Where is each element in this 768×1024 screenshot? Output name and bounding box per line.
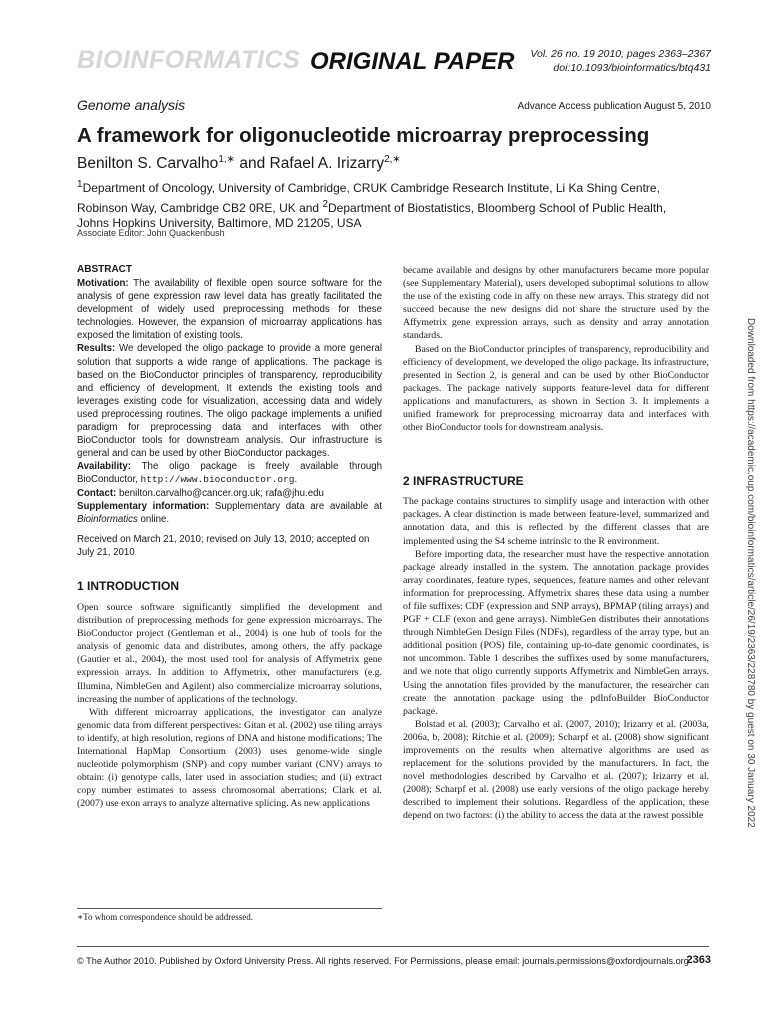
section-tag: Genome analysis — [77, 97, 186, 113]
abstract-text: We developed the oligo package to provide a more general solution that supports a wide range of applications. The package is based on the BioConductor principles of transparency, reproducibility and efficiency of development. It extends the existing tools and leverages existing code for visualization, accessing data and widely used preprocessing routines. The oligo package implements a unified paradigm for preprocessing data and interfaces with other BioConductor tools for downstream analysis. Our infrastructure is general and can be used by other BioConductor packages. — [77, 343, 382, 460]
bioconductor-link[interactable]: http://www.bioconductor.org — [140, 474, 295, 486]
author-affil-mark: 1,∗ — [218, 154, 236, 165]
abstract-label: Availability: — [77, 461, 132, 473]
doi: doi:10.1093/bioinformatics/btq431 — [553, 62, 711, 74]
footnote-divider — [77, 908, 382, 909]
author-affil-mark: 2,∗ — [384, 154, 401, 165]
author-name: Benilton S. Carvalho — [77, 155, 219, 173]
associate-editor: Associate Editor: John Quackenbush — [77, 228, 225, 238]
affil-mark: 2 — [322, 198, 329, 210]
abstract-label: Supplementary information: — [77, 500, 210, 512]
abstract-text: Supplementary data are available at — [209, 500, 382, 512]
section-heading-infrastructure: 2 INFRASTRUCTURE — [403, 474, 524, 489]
abstract-text: The availability of flexible open source software for the analysis of gene expression raw level data has greatly facilitated the development of widely used preprocessing methods for these technologies. However, the expansion of microarray applications has exposed the limitation of existing tools. — [77, 278, 382, 342]
affil-mark: 1 — [77, 179, 83, 190]
abstract-text: online. — [137, 513, 170, 525]
volume-pages: Vol. 26 no. 19 2010, pages 2363–2367 — [530, 48, 711, 60]
abstract-label: Contact: — [77, 487, 117, 499]
right-column — [403, 264, 709, 823]
abstract-heading: ABSTRACT — [77, 264, 132, 275]
author-joiner: and — [235, 155, 270, 173]
footer-divider — [77, 946, 709, 947]
abstract-label: Results: — [77, 343, 116, 355]
download-note-text: Downloaded from https://academic.oup.com/bioinformatics/article/26/19/2363/228780 by guest on 30 January 2022 — [745, 318, 756, 828]
paper-type: ORIGINAL PAPER — [310, 48, 515, 75]
volume-info — [530, 47, 711, 75]
intro-paragraph: With different microarray applications, the investigator can analyze genomic data from different perspectives: Gitan et al. (2002) use tiling arrays to identify, at high resolution, regions of DNA and histone modifications; The International HapMap Consortium (2003) uses genome-wide single nucleotide polymorphism (SNP) and copy number variant (CNV) arrays to obtain: (i) genotype calls, later used in association studies; and (ii) extract copy number estimates to assess chromosomal aberrations; Clark et al. (2007) use exon arrays to analyze alternative splicing. As new applications — [77, 706, 382, 810]
journal-name: BIOINFORMATICS — [77, 46, 301, 74]
infra-paragraph: Bolstad et al. (2003); Carvalho et al. (2007, 2010); Irizarry et al. (2003a, 2006a, b, 2008); Ritchie et al. (2009); Scharpf et al. (2008) show significant improvements on the results when alternative algorithms are used as replacement for the solutions provided by the manufacturers. In fact, the novel methodologies described by Carvalho et al. (2007); Irizarry et al. (2008); Scharpf et al. (2008) use early versions of the oligo package hereby described to implement their solutions. Regardless of the application, these depend on two factors: (i) the ability to access the data at the rawest possible — [403, 718, 709, 822]
paper-title: A framework for oligonucleotide microarray preprocessing — [77, 124, 650, 147]
body-paragraph: Based on the BioConductor principles of transparency, reproducibility and efficiency of development, we developed the oligo package. Its infrastructure, presented in Section 2, is general and can be used by other BioConductor packages. The package natively supports feature-level data for different applications and manufacturers, as shown in Section 3. It implements a unified framework for preprocessing microarray data and interfaces with other BioConductor tools for downstream analysis. — [403, 343, 709, 434]
intro-paragraph: Open source software significantly simplified the development and distribution of preprocessing methods for gene expression microarrays. The BioConductor project (Gentleman et al., 2004) is one hub of tools for the analysis of genomic data and distributes, among others, the affy package (Gautier et al., 2004), the most used tool for analysis of Affymetrix gene expression arrays. In addition to Affymetrix, other manufacturers (e.g. Illumina, NimbleGen and Agilent) also commercialize microarray solutions, increasing the number of applications of the technology. — [77, 601, 382, 705]
body-paragraph: became available and designs by other manufacturers became more popular (see Supplementary Material), users developed suboptimal solutions to allow the use of the existing code in affy on these new arrays. This strategy did not succeed because the new designs did not share the structure used by the Affymetrix gene expression arrays, such as density and array annotation standards. — [403, 265, 709, 342]
download-sidenote — [744, 318, 758, 828]
copyright-footer: © The Author 2010. Published by Oxford University Press. All rights reserved. For Permissions, please email: journals.permissions@oxfordjournals.org — [77, 956, 689, 966]
abstract-contact — [77, 487, 382, 500]
infra-paragraph: The package contains structures to simplify usage and interaction with other packages. A clear distinction is made between feature-level, summarized and annotation data, and this is reflected by the different classes that are implemented using the S4 scheme intrinsic to the R environment. — [403, 496, 709, 547]
page-number: 2363 — [686, 954, 711, 966]
abstract-label: Motivation: — [77, 278, 129, 289]
infra-paragraph: Before importing data, the researcher must have the respective annotation package already installed in the system. The annotation package provides array coordinates, feature types, sequences, feature names and other relevant information for preprocessing. Affymetrix shares these data using a number of file suffixes: CDF (expression and SNP arrays), BPMAP (tiling arrays) and PGF + CLF (exon and gene arrays). NimbleGen distributes their annotations through NimbleGen Design Files (NDFs), regardless of the array type, but an additional position (POS) file, containing up-to-date genomic coordinates, is not uncommon. Table 1 describes the suffixes used by some manufacturers, and we note that oligo currently supports Affymetrix and NimbleGen arrays. Using the annotation files provided by the manufacturer, the researcher can create the annotation package using the pdInfoBuilder BioConductor package. — [403, 548, 709, 717]
affiliation-text: Department of Biostatistics, Bloomberg School of Public Health, Johns Hopkins University, Baltimore, MD 21205, USA — [77, 200, 667, 230]
abstract-availability — [77, 460, 382, 486]
received-dates: Received on March 21, 2010; revised on July 13, 2010; accepted on July 21, 2010 — [77, 533, 370, 558]
advance-access-date: Advance Access publication August 5, 2010 — [517, 101, 711, 112]
abstract-results — [77, 342, 382, 460]
journal-italic: Bioinformatics — [77, 513, 138, 525]
affiliations — [77, 177, 697, 232]
abstract-motivation — [77, 277, 382, 342]
affiliation-text: Department of Oncology, University of Cambridge, CRUK Cambridge Research Institute, Li Ka Shing Centre, Robinson Way, Cambridge CB2 0RE, UK and — [77, 181, 660, 215]
contact-emails: benilton.carvalho@cancer.org.uk; rafa@jhu.edu — [116, 487, 324, 499]
left-column — [77, 264, 382, 810]
author-list — [77, 154, 401, 173]
correspondence-footnote: ∗To whom correspondence should be addressed. — [77, 912, 253, 922]
abstract-supplementary — [77, 500, 382, 526]
author-name: Rafael A. Irizarry — [269, 155, 385, 173]
section-heading-introduction: 1 INTRODUCTION — [77, 578, 179, 593]
abstract-text: The oligo package is freely available through BioConductor, — [77, 461, 382, 486]
abstract-text: . — [294, 474, 298, 486]
